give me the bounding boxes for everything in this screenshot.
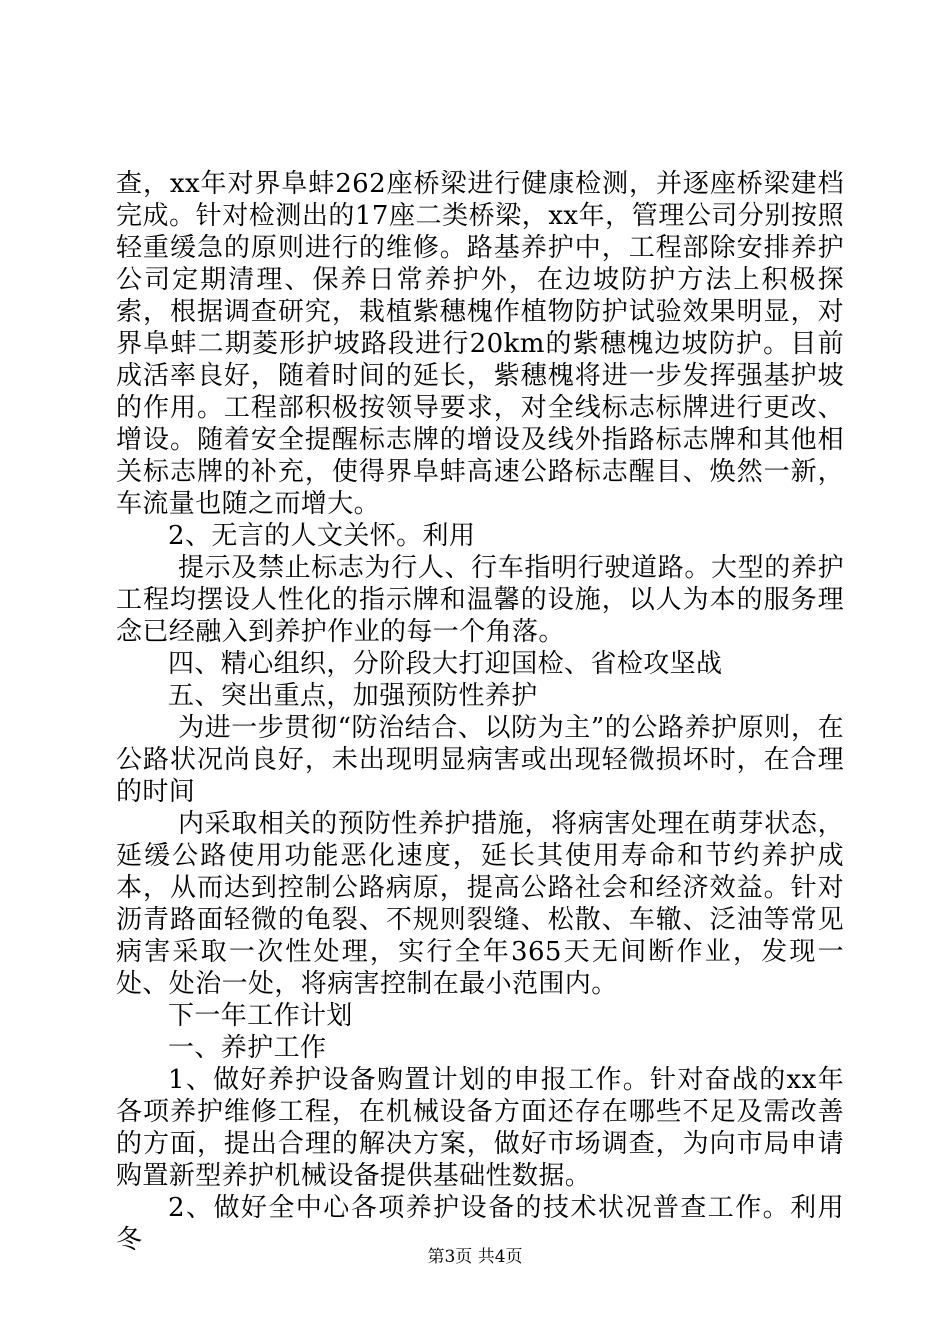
heading-section-four: 四、精心组织，分阶段大打迎国检、省检攻坚战 [168, 649, 723, 679]
page-footer [0, 1247, 950, 1267]
paragraph-preventive-principle: 为进一步贯彻“防治结合、以防为主”的公路养护原则，在公路状况尚良好，未出现明显病害或出现轻微损坏时，在合理的时间 [116, 713, 844, 807]
paragraph-preventive-measures: 内采取相关的预防性养护措施，将病害处理在萌芽状态，延缓公路使用功能恶化速度，延长其使用寿命和节约养护成本，从而达到控制公路病原，提高公路社会和经济效益。针对沥青路面轻微的龟裂、不规则裂缝、松散、车辙、泛油等常见病害采取一次性处理，实行全年365天无间断作业，发现一处、处治一处，将病害控制在最小范围内。 [116, 809, 844, 999]
page-number: 第3页 共4页 [427, 1247, 523, 1267]
paragraph-bridge-maintenance: 查，xx年对界阜蚌262座桥梁进行健康检测，并逐座桥梁建档完成。针对检测出的17座二类桥梁，xx年，管理公司分别按照轻重缓急的原则进行的维修。路基养护中，工程部除安排养护公司定期清理、保养日常养护外，在边坡防护方法上积极探索，根据调查研究，栽植紫穗槐作植物防护试验效果明显，对界阜蚌二期菱形护坡路段进行20km的紫穗槐边坡防护。目前成活率良好，随着时间的延长，紫穗槐将进一步发挥强基护坡的作用。工程部积极按领导要求，对全线标志标牌进行更改、增设。随着安全提醒标志牌的增设及线外指路标志牌和其他相关标志牌的补充，使得界阜蚌高速公路标志醒目、焕然一新，车流量也随之而增大。 [116, 169, 844, 519]
paragraph-humanistic-care-heading: 2、无言的人文关怀。利用 [168, 521, 476, 551]
paragraph-signage: 提示及禁止标志为行人、行车指明行驶道路。大型的养护工程均摆设人性化的指示牌和温馨的设施，以人为本的服务理念已经融入到养护作业的每一个角落。 [116, 553, 844, 647]
heading-maintenance-work: 一、养护工作 [168, 1033, 327, 1063]
document-body [116, 168, 844, 1256]
heading-section-five: 五、突出重点，加强预防性养护 [168, 681, 538, 711]
heading-next-year-plan: 下一年工作计划 [168, 1001, 353, 1031]
paragraph-equipment-survey: 2、做好全中心各项养护设备的技术状况普查工作。利用冬 [116, 1193, 844, 1255]
paragraph-equipment-purchase: 1、做好养护设备购置计划的申报工作。针对奋战的xx年各项养护维修工程，在机械设备方面还存在哪些不足及需改善的方面，提出合理的解决方案，做好市场调查，为向市局申请购置新型养护机械设备提供基础性数据。 [116, 1065, 844, 1191]
